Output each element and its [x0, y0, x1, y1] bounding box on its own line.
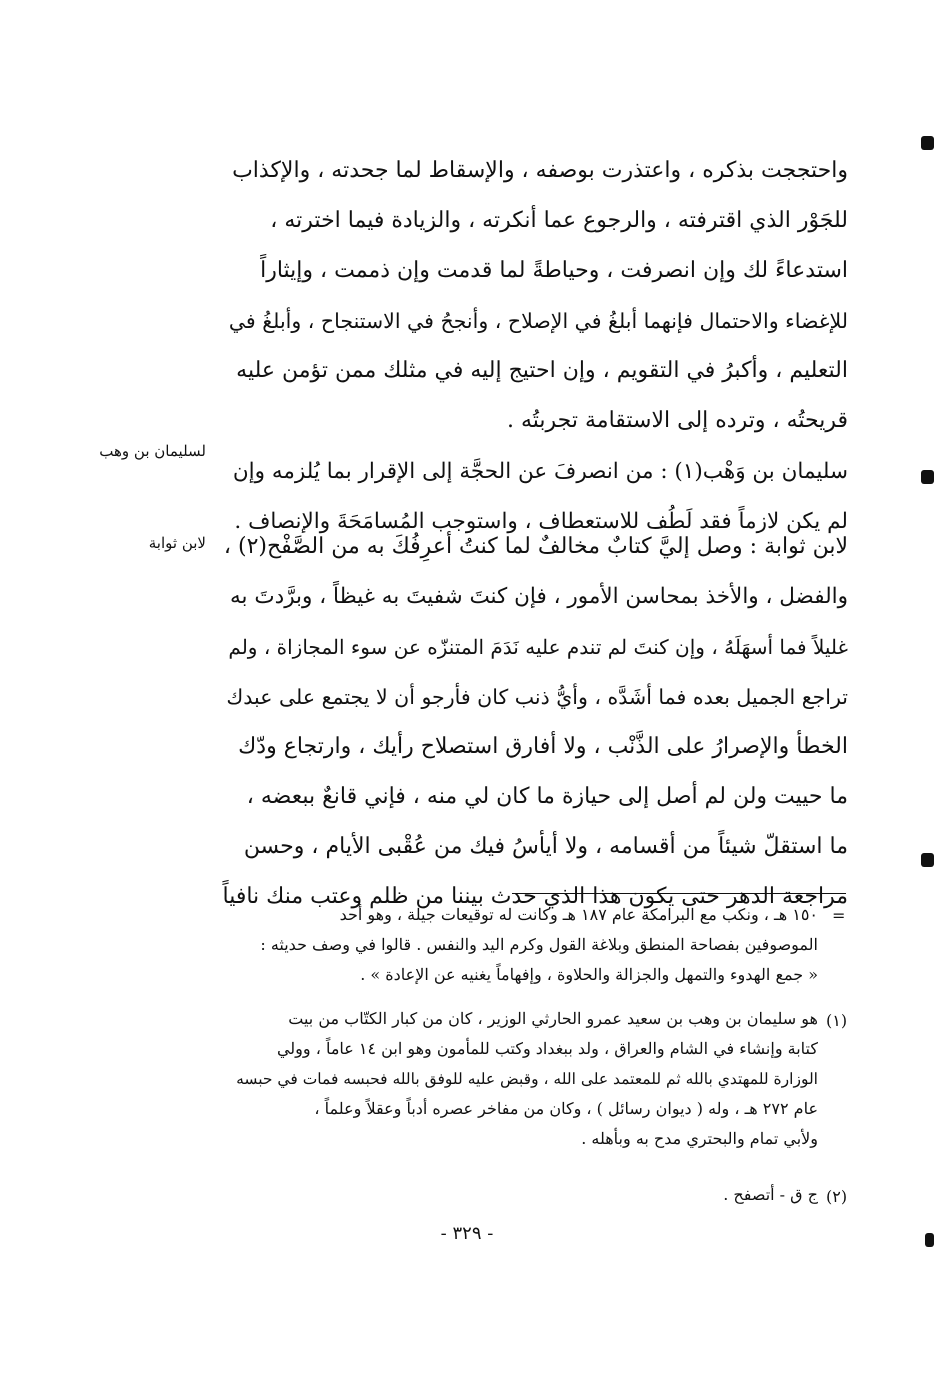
text-line: سليمان بن وَهْب(١) : من انصرفَ عن الحجَّة إلى الإقرار بما يُلزمه وإن [232, 459, 848, 484]
scan-edge-mark [921, 136, 934, 150]
text-line: التعليم ، وأكبرُ في التقويم ، وإن احتيج إليه في مثلك ممن تؤمن عليه [236, 358, 848, 383]
text-line: للجَوْر الذي اقترفته ، والرجوع عما أنكرته ، والزيادة فيما اخترته ، [270, 208, 848, 233]
footnote-line: كتابة وإنشاء في الشام والعراق ، ولد ببغداد وكتب للمأمون وهو ابن ١٤ عاماً ، وولي [276, 1039, 818, 1058]
footnote-continuation-marker: = [832, 906, 846, 925]
text-line: ما استقلّ شيئاً من أقسامه ، ولا أيأسُ فيك من عُقْبى الأيام ، وحسن [243, 834, 848, 859]
footnote-rule [512, 893, 846, 894]
footnote-line: ولأبي تمام والبحتري مدح به وبأهله . [581, 1129, 818, 1148]
footnote-line: الوزارة للمهتدي بالله ثم للمعتمد على الله ، وقبض عليه للوفق بالله فحبسه فمات في حبسه [236, 1070, 818, 1088]
text-line: تراجع الجميل بعده فما أشَدَّه ، وأيُّ ذنب كان فأرجو أن لا يجتمع على عبدك [226, 685, 848, 709]
text-line: للإغضاء والاحتمال فإنهما أبلغُ في الإصلاح ، وأنجحُ في الاستنجاح ، وأبلغُ في [228, 309, 848, 333]
footnote-2-marker: (٢) [826, 1187, 848, 1206]
text-line: غليلاً فما أسهَلَهُ ، وإن كنتَ لم تندم عليه نَدَمَ المتنزّه عن سوء المجازاة ، ولم [228, 635, 848, 659]
footnote-line: الموصوفين بفصاحة المنطق وبلاغة القول وكرم اليد والنفس . قالوا في وصف حديثه : [260, 935, 818, 954]
paragraph-ibn-thawaba [222, 522, 848, 922]
margin-note: لسليمان بن وهب [99, 442, 206, 460]
scan-edge-mark [925, 1233, 934, 1247]
footnote-line: « جمع الهدوء والتمهل والجزالة والحلاوة ، وإفهاماً يغنيه عن الإعادة » . [360, 965, 818, 984]
text-line: ما حييت ولن لم أصل إلى حيازة ما كان لي منه ، فإني قانعٌ ببعضه ، [246, 784, 848, 809]
page-number: - ٣٢٩ - [440, 1223, 494, 1244]
footnote-1 [224, 1004, 818, 1154]
text-line: والفضل ، والأخذ بمحاسن الأمور ، فإن كنتَ شفيتَ به غيظاً ، وبرَّدتَ به [230, 584, 848, 609]
margin-note: لابن ثوابة [148, 534, 206, 552]
scan-edge-mark [921, 470, 934, 484]
paragraph-continuation [222, 146, 848, 446]
text-line: قريحتُه ، وترده إلى الاستقامة تجربتُه . [507, 408, 848, 433]
footnote-line: ج ق - أتصفح . [723, 1185, 818, 1204]
text-line: مراجعة الدهر حتى يكون هذا الذي حدث بيننا من ظلم وعتب منك نافياً [222, 884, 848, 909]
footnote-2 [224, 1180, 818, 1210]
footnote-line: هو سليمان بن وهب بن سعيد عمرو الحارثي الوزير ، كان من كبار الكتّاب من بيت [288, 1009, 818, 1028]
scan-edge-mark [921, 853, 934, 867]
footnote-continuation [224, 900, 818, 990]
text-line: لم يكن لازماً فقد لَطُف للاستعطاف ، واستوجب المُسامَحَةَ والإنصاف . [234, 509, 848, 534]
text-line: لابن ثوابة : وصل إليَّ كتابٌ مخالفٌ لما كنتُ أعرِفُكَ به من الصَّفْح(٢) ، [223, 534, 848, 559]
text-line: الخطأ والإصرارُ على الذَّنْب ، ولا أفارق استصلاح رأيك ، وارتجاع ودّك [238, 734, 848, 759]
footnote-line: عام ٢٧٢ هـ ، وله ( ديوان رسائل ) ، وكان من مفاخر عصره أدباً وعقلاً وعلماً ، [314, 1099, 818, 1118]
footnote-line: ١٥٠ هـ ، ونكب مع البرامكة عام ١٨٧ هـ وكانت له توقيعات جيلة ، وهو أحد [339, 905, 818, 924]
text-line: استدعاءً لك وإن انصرفت ، وحياطةً لما قدمت وإن ذممت ، وإيثاراً [260, 258, 848, 283]
text-line: واحتججت بذكره ، واعتذرت بوصفه ، والإسقاط لما جحدته ، والإكذاب [232, 158, 848, 183]
footnote-1-marker: (١) [826, 1011, 848, 1030]
